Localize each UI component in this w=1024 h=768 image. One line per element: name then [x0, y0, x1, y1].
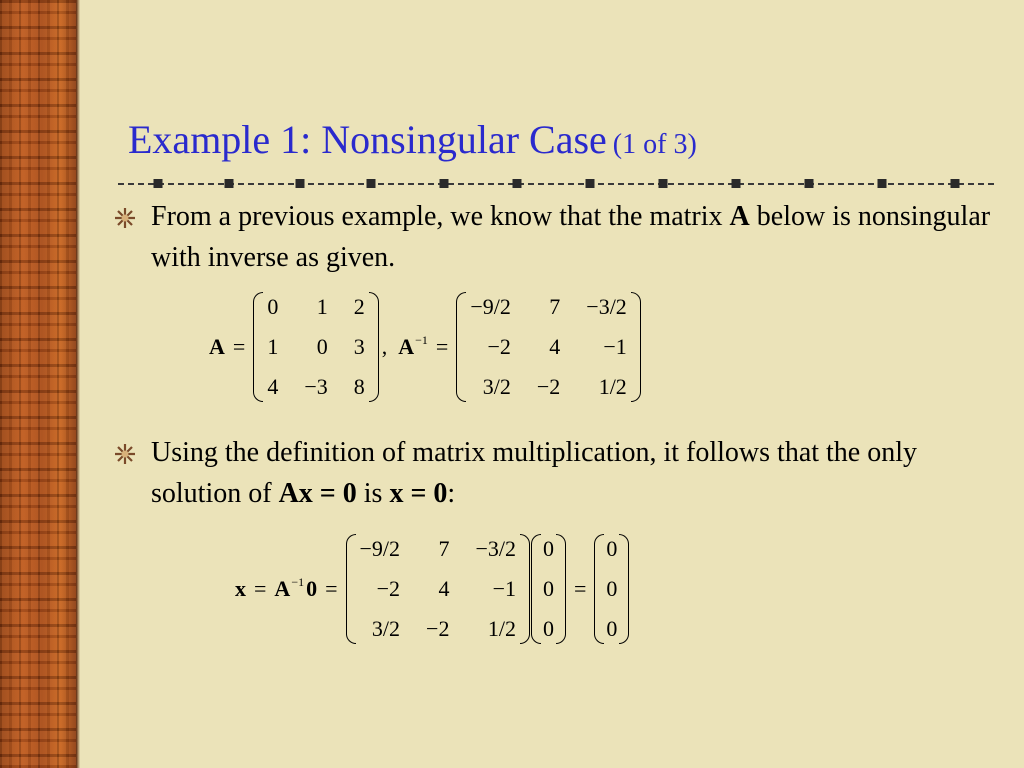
divider-dot: [586, 179, 595, 188]
divider-dot: [732, 179, 741, 188]
equals-sign: =: [574, 576, 587, 601]
divider-dot: [805, 179, 814, 188]
title-text: Example 1: Nonsingular Case: [128, 117, 607, 162]
equation-solution: [232, 534, 632, 644]
divider-dot: [659, 179, 668, 188]
matrix-A-inverse: [456, 292, 640, 402]
matrix-A-cell: 1: [267, 334, 279, 359]
matrix-A-inverse-cell: 1/2: [598, 374, 627, 399]
equation-A-and-inverse: [206, 292, 644, 402]
matrix-A-inverse-cell: −2: [426, 616, 450, 641]
matrix-A-cell: 0: [267, 294, 279, 319]
x-equals-0: x = 0: [389, 478, 448, 509]
result-vector-cell: 0: [606, 576, 618, 601]
divider-dot: [440, 179, 449, 188]
matrix-A-cell: 2: [353, 294, 365, 319]
matrix-A-cell: 8: [353, 374, 365, 399]
matrix-A-inverse-cell: −2: [376, 576, 401, 601]
x-label: x: [235, 576, 246, 601]
matrix-A-inverse-cell: −2: [487, 334, 511, 359]
matrix-A-inverse-cell: 1/2: [487, 616, 516, 641]
divider-dot: [154, 179, 163, 188]
Ax-equals-0: Ax = 0: [278, 478, 357, 509]
starburst-bullet-icon: [114, 443, 136, 465]
equals-sign: =: [325, 576, 338, 601]
divider-dash-line: [118, 183, 994, 185]
A-inverse-zero-label: A −1 0: [274, 575, 318, 601]
matrix-A-cell: 4: [267, 374, 279, 399]
wood-texture-sidebar: [0, 0, 76, 768]
matrix-A-cell: 1: [316, 294, 328, 319]
comma: ,: [381, 334, 388, 359]
divider-dot: [225, 179, 234, 188]
matrix-A-inverse-cell: −3/2: [586, 294, 627, 319]
matrix-A-inverse-cell: 3/2: [482, 374, 511, 399]
matrix-A-inverse-cell: 4: [549, 334, 561, 359]
title-divider: [118, 176, 994, 192]
matrix-A-inverse-cell: −1: [603, 334, 627, 359]
A-inverse-label: A −1: [398, 333, 428, 359]
matrix-A-cell: −3: [304, 374, 328, 399]
slide-title: [128, 116, 697, 163]
matrix-A-inverse-cell: −9/2: [359, 536, 401, 561]
result-vector: [594, 534, 629, 644]
matrix-A-inverse-cell: 3/2: [371, 616, 401, 641]
zero-vector-cell: 0: [543, 616, 554, 641]
matrix-A-inverse: [346, 534, 530, 644]
A-label: A: [209, 334, 225, 359]
equals-sign: =: [232, 334, 246, 359]
equals-sign: =: [254, 576, 267, 601]
divider-dot: [951, 179, 960, 188]
result-vector-cell: 0: [606, 536, 618, 561]
bullet-text-1: From a previous example, we know that the matrix A below is nonsingular with inverse as given.: [151, 201, 991, 273]
matrix-A-cell: 0: [316, 334, 328, 359]
matrix-A-inverse-cell: 7: [549, 294, 561, 319]
zero-vector-cell: 0: [543, 576, 554, 601]
title-suffix: (1 of 3): [612, 129, 697, 160]
matrix-A-inverse-cell: 7: [438, 536, 450, 561]
wood-edge: [76, 0, 80, 768]
bullet-text-2: Using the definition of matrix multiplication, it follows that the only solution of Ax = 0 is x = 0:: [151, 437, 918, 509]
starburst-bullet-icon: [114, 207, 136, 229]
matrix-A-inverse-cell: −3/2: [475, 536, 516, 561]
matrix-A-symbol: A: [729, 201, 750, 232]
matrix-A-inverse-cell: −1: [492, 576, 516, 601]
divider-dot: [367, 179, 376, 188]
divider-dot: [878, 179, 887, 188]
zero-vector: [531, 534, 566, 644]
matrix-A: [253, 292, 378, 402]
divider-dot: [513, 179, 522, 188]
divider-dot: [296, 179, 305, 188]
matrix-A-inverse-cell: −9/2: [470, 294, 511, 319]
matrix-A-inverse-cell: −2: [536, 374, 561, 399]
zero-vector-cell: 0: [543, 536, 554, 561]
matrix-A-inverse-cell: 4: [438, 576, 450, 601]
result-vector-cell: 0: [606, 616, 618, 641]
equals-sign: =: [435, 334, 449, 359]
matrix-A-cell: 3: [353, 334, 365, 359]
